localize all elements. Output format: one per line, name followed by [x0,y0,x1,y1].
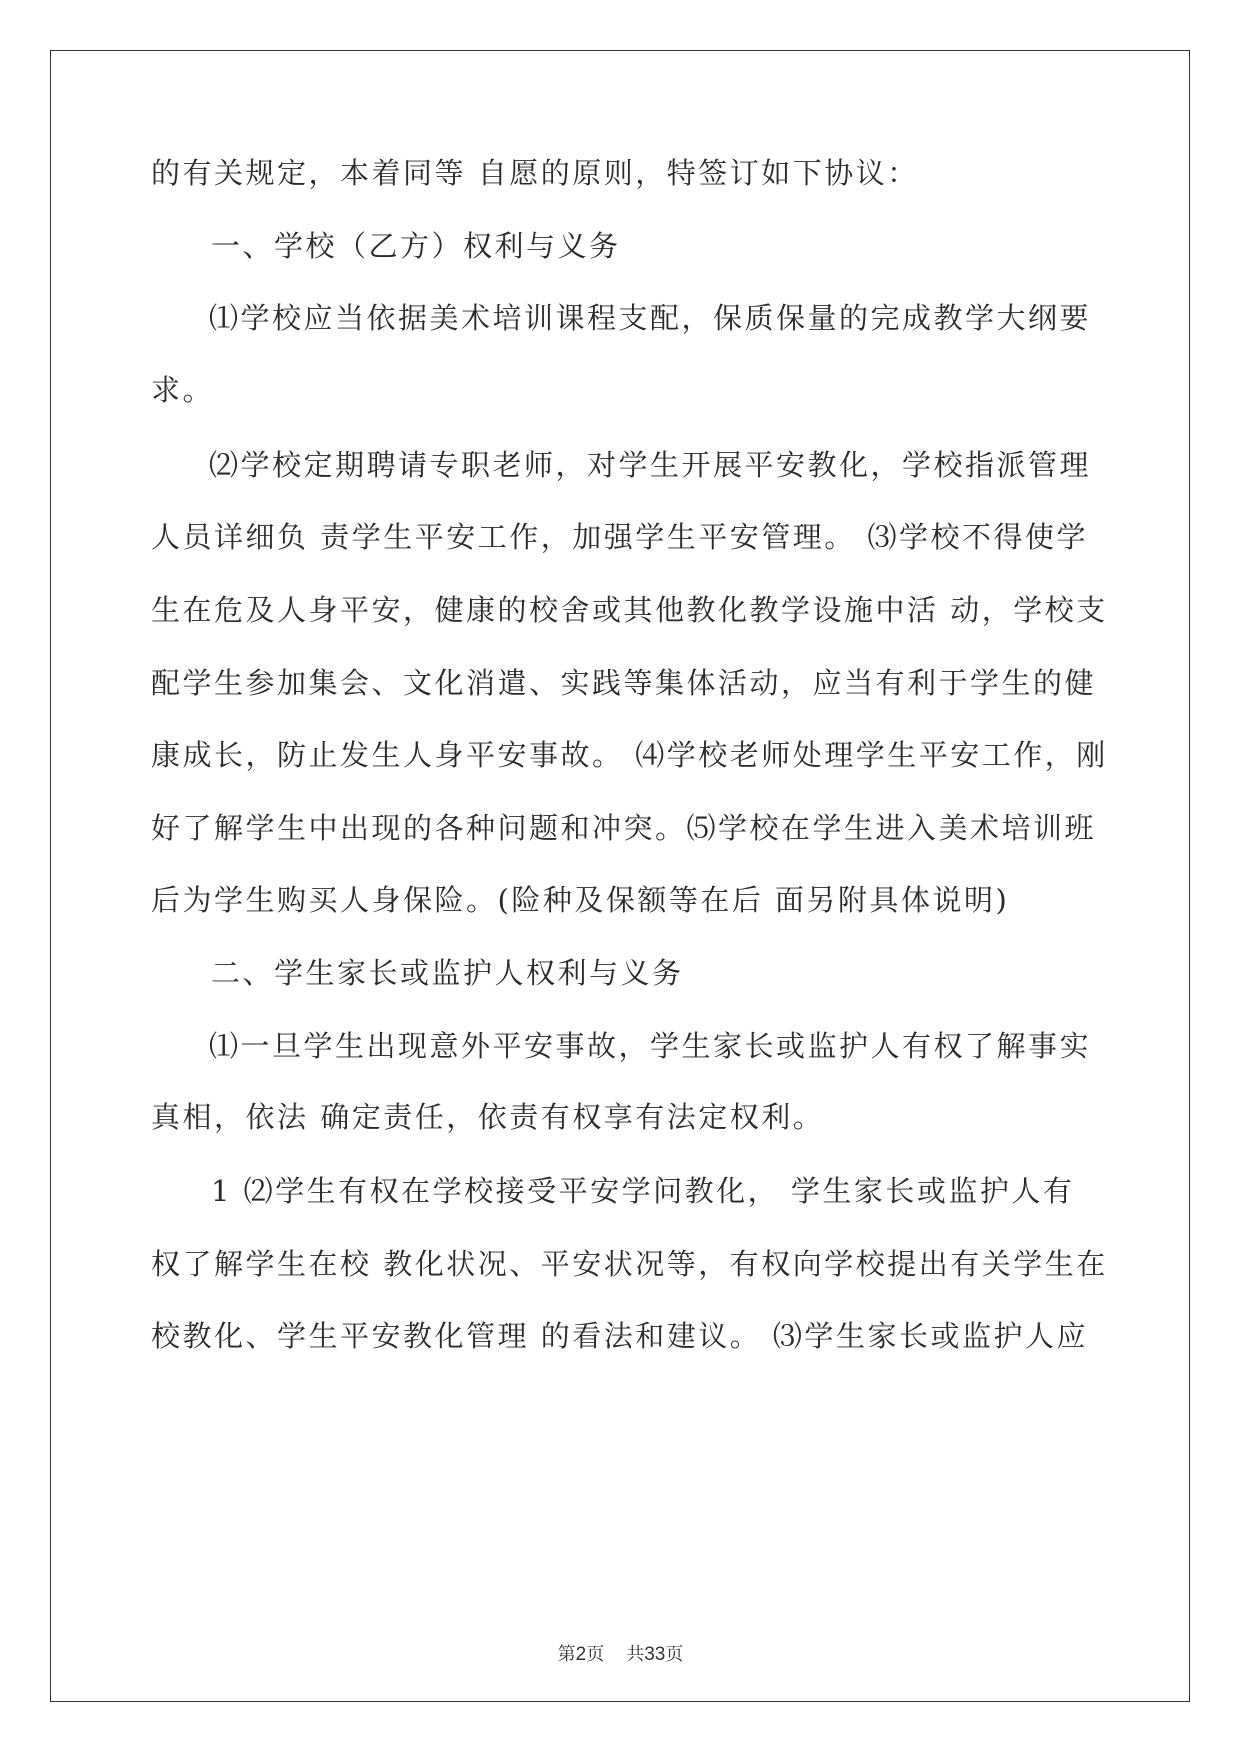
text-line-1: 的有关规定，本着同等 自愿的原则，特签订如下协议： [151,156,919,190]
text-line-3: ⑴学校应当依据美术培训课程支配，保质保量的完成教学大纲要 [209,301,1092,335]
section-heading-2: 二、学生家长或监护人权利与义务 [211,956,684,990]
text-line-13: ⑴一旦学生出现意外平安事故，学生家长或监护人有权了解事实 [209,1029,1092,1063]
text-line-11: 后为学生购买人身保险。(险种及保额等在后 面另附具体说明) [151,883,1010,917]
total-unit: 页 [665,1644,684,1665]
text-line-15: 1 ⑵学生有权在学校接受平安学问教化， 学生家长或监护人有 [211,1174,1075,1208]
text-line-17: 校教化、学生平安教化管理 的看法和建议。 ⑶学生家长或监护人应 [151,1319,1088,1353]
total-prefix: 共 [626,1644,645,1665]
page-footer [0,1643,1241,1667]
text-line-5: ⑵学校定期聘请专职老师，对学生开展平安教化，学校指派管理 [209,448,1092,482]
text-line-4: 求。 [151,373,215,407]
text-line-16: 权了解学生在校 教化状况、平安状况等，有权向学校提出有关学生在 [151,1247,1108,1281]
page-prefix: 第 [557,1644,576,1665]
page-unit: 页 [586,1644,605,1665]
text-line-14: 真相，依法 确定责任，依责有权享有法定权利。 [151,1100,825,1134]
text-line-8: 配学生参加集会、文化消遣、实践等集体活动，应当有利于学生的健 [151,666,1097,700]
text-line-6: 人员详细负 责学生平安工作，加强学生平安管理。 ⑶学校不得使学 [151,520,1088,554]
current-page-number: 2 [575,1644,587,1665]
section-heading-1: 一、学校（乙方）权利与义务 [211,229,621,263]
text-line-7: 生在危及人身平安，健康的校舍或其他教化教学设施中活 动，学校支 [151,593,1108,627]
text-line-9: 康成长，防止发生人身平安事故。 ⑷学校老师处理学生平安工作，刚 [151,738,1108,772]
total-page-number: 33 [644,1644,666,1665]
text-line-10: 好了解学生中出现的各种问题和冲突。⑸学校在学生进入美术培训班 [151,811,1097,845]
